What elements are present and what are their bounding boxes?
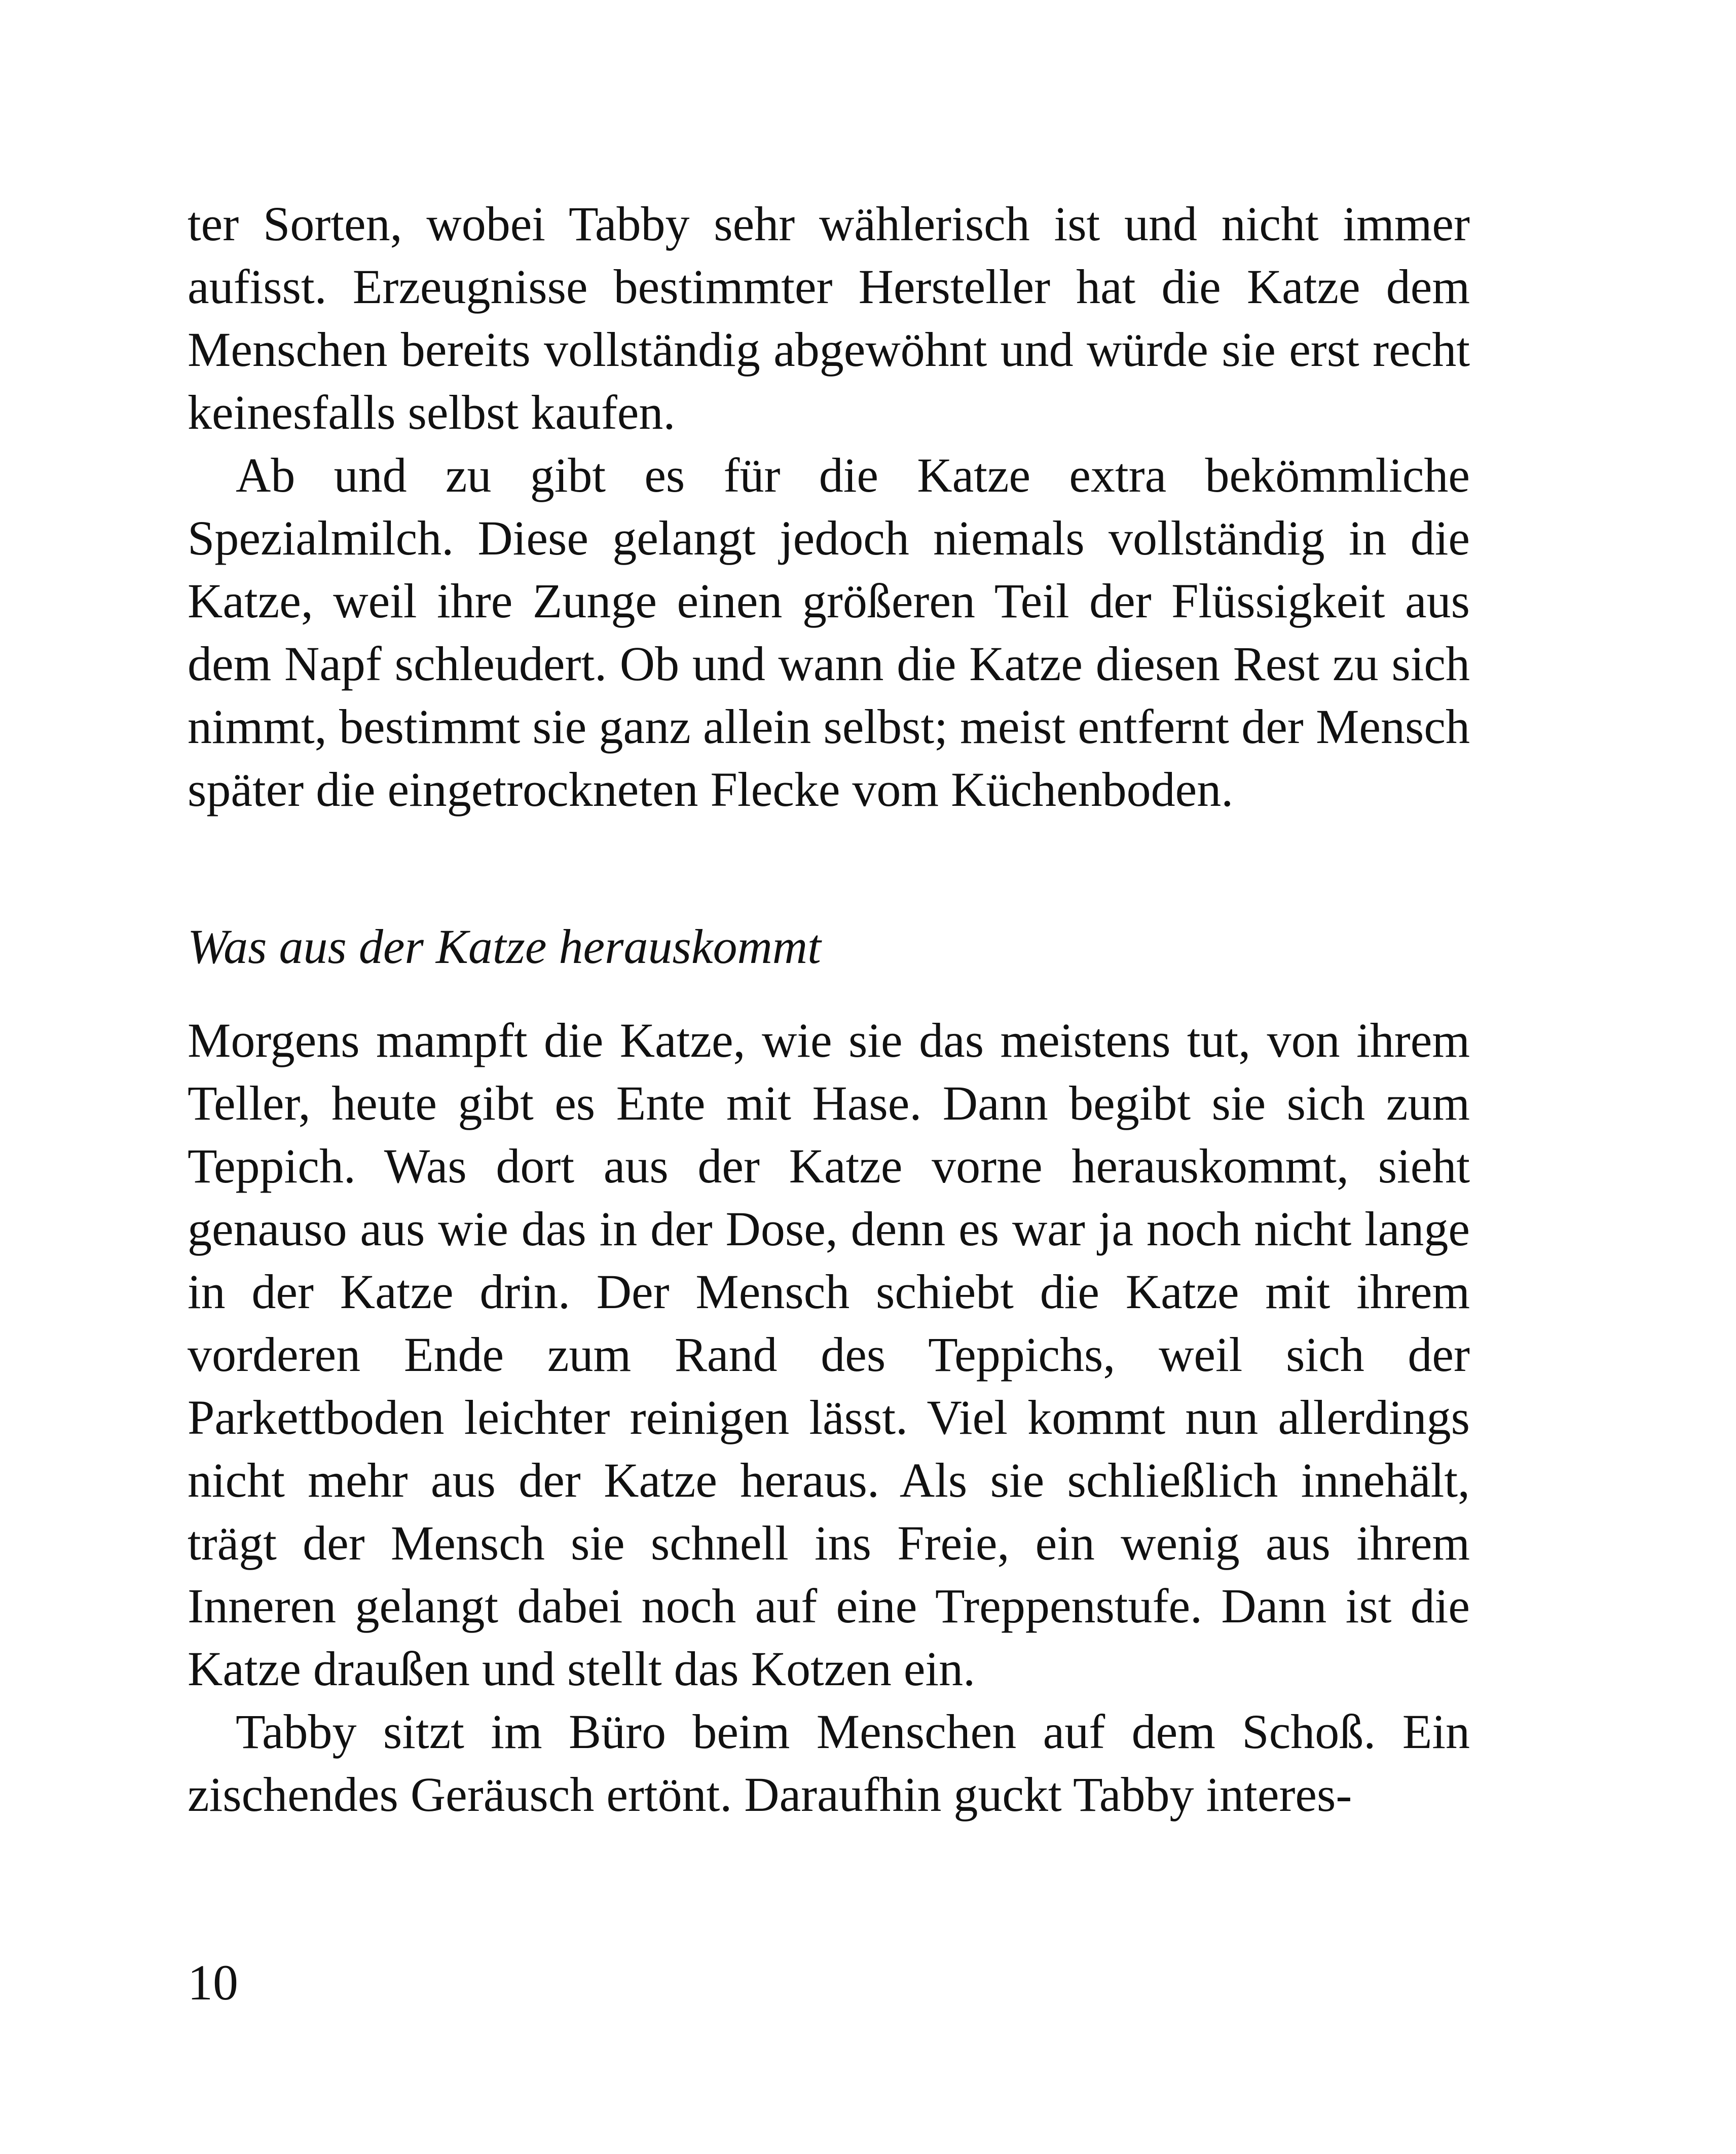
section-heading: Was aus der Katze herauskommt — [188, 919, 821, 974]
paragraph: Morgens mampft die Katze, wie sie das meistens tut, von ihrem Teller, heute gibt es Ente mit Hase. Dann begibt sie sich zum Teppich. Was dort aus der Katze vorne herauskommt, sieht genauso aus wie das in der Dose, denn es war ja noch nicht lange in der Katze drin. Der Mensch schiebt die Katze mit ihrem vorderen Ende zum Rand des Teppichs, weil sich der Parkettboden leichter reinigen lässt. Viel kommt nun allerdings nicht mehr aus der Katze heraus. Als sie schließlich innehält, trägt der Mensch sie schnell ins Freie, ein wenig aus ihrem Inneren gelangt dabei noch auf eine Treppenstufe. Dann ist die Katze draußen und stellt das Kotzen ein. — [188, 1013, 1470, 1696]
paragraph: ter Sorten, wobei Tabby sehr wählerisch ist und nicht immer aufisst. Erzeugnisse bestimmter Hersteller hat die Katze dem Menschen bereits vollständig abgewöhnt und würde sie erst recht keinesfalls selbst kaufen. — [188, 197, 1470, 439]
paragraph: Tabby sitzt im Büro beim Menschen auf dem Schoß. Ein zischendes Geräusch ertönt. Daraufhin guckt Tabby interes- — [188, 1704, 1470, 1822]
text-block-bottom — [188, 1009, 1470, 1826]
paragraph: Ab und zu gibt es für die Katze extra bekömmliche Spezialmilch. Diese gelangt jedoch niemals vollständig in die Katze, weil ihre Zunge einen größeren Teil der Flüssigkeit aus dem Napf schleudert. Ob und wann die Katze diesen Rest zu sich nimmt, bestimmt sie ganz allein selbst; meist entfernt der Mensch später die eingetrockneten Flecke vom Küchenboden. — [188, 448, 1470, 816]
text-block-top — [188, 193, 1470, 821]
page-number: 10 — [188, 1954, 238, 2011]
